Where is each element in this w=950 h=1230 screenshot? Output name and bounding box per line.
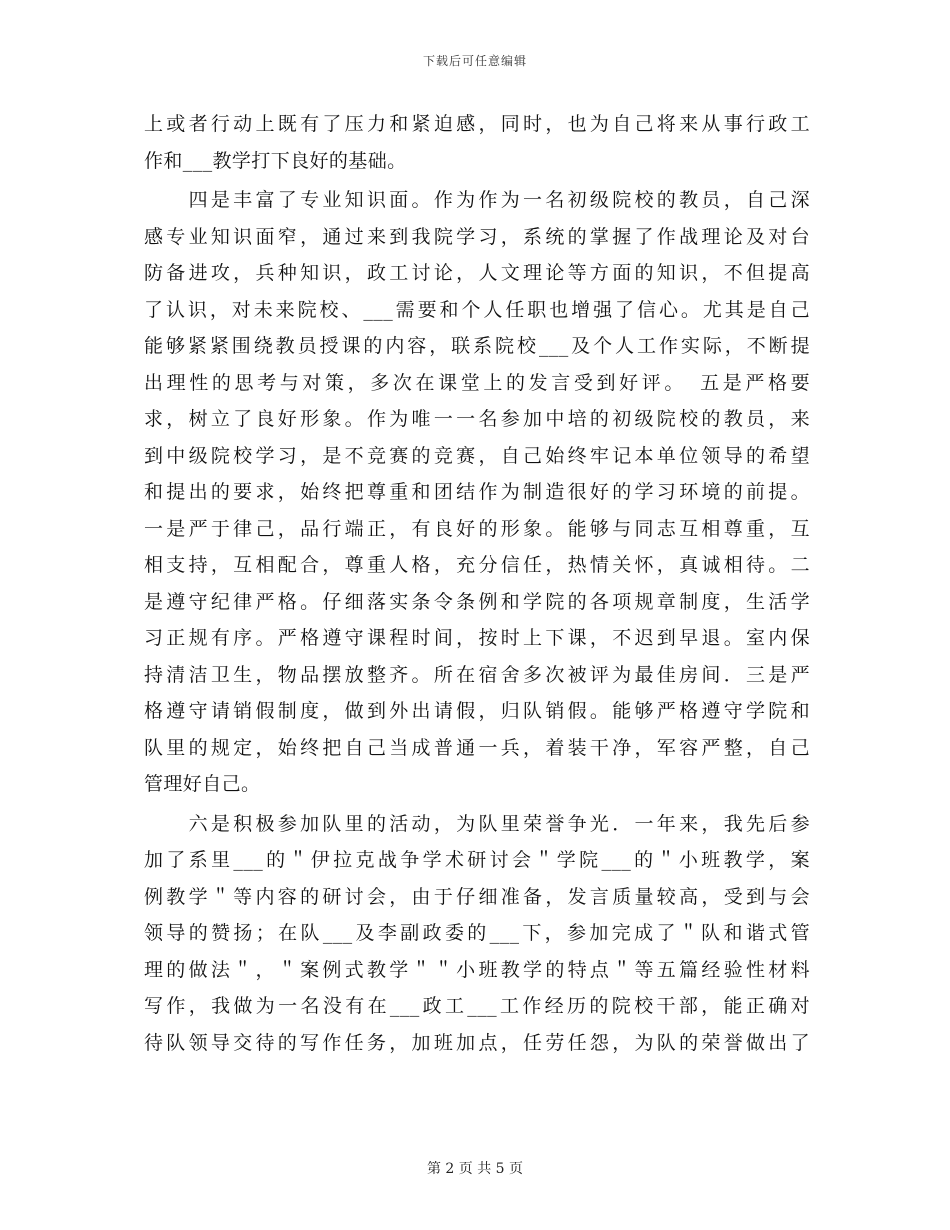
page-number: 第 2 页 共 5 页 xyxy=(426,1161,524,1177)
text-line: 六是积极参加队里的活动，为队里荣誉争光．一年来，我先后参 xyxy=(144,812,810,835)
text-line: 持清洁卫生，物品摆放整齐。所在宿舍多次被评为最佳房间．三是严 xyxy=(144,663,810,686)
body-text xyxy=(144,106,810,1061)
text-line: 上或者行动上既有了压力和紧迫感，同时，也为自己将来从事行政工 xyxy=(144,113,810,135)
text-line: 感专业知识面窄，通过来到我院学习，系统的掌握了作战理论及对台 xyxy=(144,225,810,248)
text-line: 到中级院校学习，是不竞赛的竞赛，自己始终牢记本单位领导的希望 xyxy=(144,444,810,467)
text-line: 四是丰富了专业知识面。作为作为一名初级院校的教员，自己深 xyxy=(144,189,810,211)
text-line: 防备进攻，兵种知识，政工讨论，人文理论等方面的知识，不但提高 xyxy=(144,262,810,284)
text-line: 能够紧紧围绕教员授课的内容，联系院校___及个人工作实际，不断提 xyxy=(144,335,810,357)
text-line: 写作，我做为一名没有在___政工___工作经历的院校干部，能正确对 xyxy=(144,995,810,1017)
text-line: 加了系里___的＂伊拉克战争学术研讨会＂学院___的＂小班教学，案 xyxy=(144,849,810,871)
page-header: 下载后可任意编辑 xyxy=(422,54,527,68)
text-line: 领导的赞扬；在队___及李副政委的___下，参加完成了＂队和谐式管 xyxy=(144,922,810,944)
text-line: 队里的规定，始终把自己当成普通一兵，着装干净，军容严整，自己 xyxy=(144,736,810,759)
text-line: 格遵守请销假制度，做到外出请假，归队销假。能够严格遵守学院和 xyxy=(144,700,810,722)
text-line: 出理性的思考与对策，多次在课堂上的发言受到好评。 五是严格要 xyxy=(144,371,810,394)
text-line: 待队领导交待的写作任务，加班加点，任劳任怨，为队的荣誉做出了 xyxy=(144,1031,810,1054)
text-line: 求，树立了良好形象。作为唯一一名参加中培的初级院校的教员，来 xyxy=(144,408,810,430)
text-line: 理的做法＂，＂案例式教学＂＂小班教学的特点＂等五篇经验性材料 xyxy=(144,958,810,981)
text-line: 和提出的要求，始终把尊重和团结作为制造很好的学习环境的前提。 xyxy=(144,481,810,503)
text-line: 了认识，对未来院校、___需要和个人任职也增强了信心。尤其是自己 xyxy=(144,298,810,321)
text-line: 一是严于律己，品行端正，有良好的形象。能够与同志互相尊重，互 xyxy=(144,517,810,540)
text-line: 相支持，互相配合，尊重人格，充分信任，热情关怀，真诚相待。二 xyxy=(144,554,810,576)
text-line: 作和___教学打下良好的基础。 xyxy=(144,149,407,172)
paragraph xyxy=(144,106,810,179)
text-line: 是遵守纪律严格。仔细落实条令条例和学院的各项规章制度，生活学 xyxy=(144,590,810,613)
text-line: 习正规有序。严格遵守课程时间，按时上下课，不迟到早退。室内保 xyxy=(144,627,810,649)
paragraph xyxy=(144,182,810,803)
paragraph xyxy=(144,806,810,1062)
text-line: 管理好自己。 xyxy=(144,773,261,795)
text-line: 例教学＂等内容的研讨会，由于仔细准备，发言质量较高，受到与会 xyxy=(144,885,810,908)
